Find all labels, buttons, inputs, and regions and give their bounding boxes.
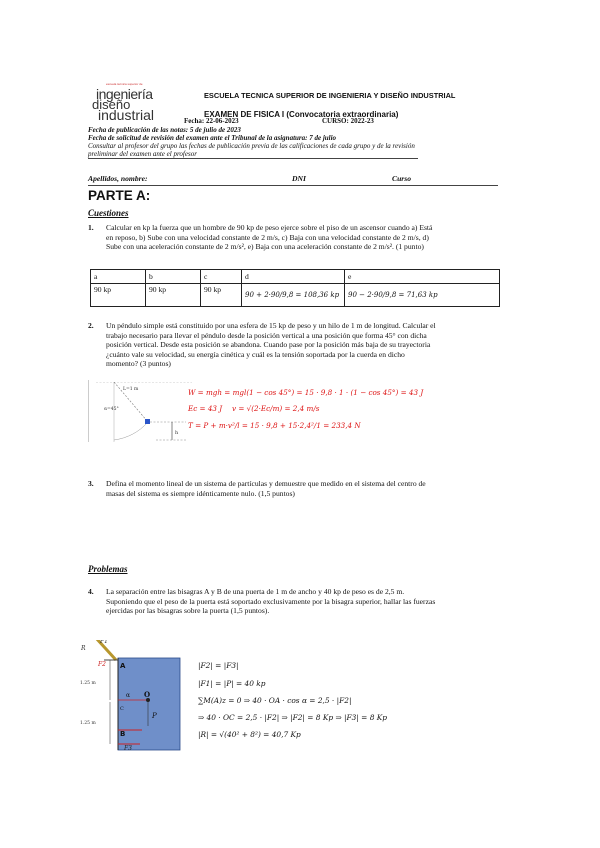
table-cell: 90 − 2·90/9,8 = 71,63 kp bbox=[345, 284, 500, 307]
info-line-3: Consultar al profesor del grupo las fechas de publicación previa de las calificaciones de cada grupo y de la revisión bbox=[88, 142, 415, 150]
q2-solution-t: T = P + m·v²/l = 15 · 9,8 + 15·2,4²/1 = 233,4 N bbox=[188, 421, 361, 430]
diagram-h-label: h bbox=[175, 430, 179, 436]
curso-label: Curso bbox=[392, 174, 411, 183]
label-f3: F3 bbox=[124, 745, 132, 752]
logo-line-2: diseño bbox=[92, 97, 131, 112]
q2-solution-v: v = √(2·Ec/m) = 2,4 m/s bbox=[232, 404, 320, 413]
diagram-angle-label: α=45° bbox=[104, 407, 119, 412]
info-line-4: preliminar del examen ante el profesor bbox=[88, 150, 197, 158]
q3-number: 3. bbox=[88, 479, 94, 488]
label-alpha: α bbox=[126, 692, 131, 699]
school-name: ESCUELA TECNICA SUPERIOR DE INGENIERIA Y DISEÑO INDUSTRIAL bbox=[204, 91, 456, 100]
info-line-1: Fecha de publicación de las notas: 5 de julio de 2023 bbox=[88, 126, 241, 134]
table-cell: 90 kp bbox=[91, 284, 146, 307]
table-header-cell: e bbox=[345, 270, 500, 284]
label-c: C bbox=[120, 706, 124, 712]
q2-solution-box bbox=[88, 380, 439, 442]
q4-text: La separación entre las bisagras A y B de una puerta de 1 m de ancho y 40 kp de peso es de 2,5 m. Suponiendo que el peso de la puerta está soportado exclusivamente por la bisagra superior, hallar las fuerzas ejercidas por las bisagras sobre la puerta (1,5 puntos). bbox=[106, 587, 436, 616]
table-header-cell: d bbox=[242, 270, 345, 284]
q4-solution-3: ∑M(A)z = 0 ⇒ 40 · OA · cos α = 2,5 · |F2| bbox=[198, 696, 352, 705]
q4-solution-4: ⇒ 40 · OC = 2,5 · |F2| ⇒ |F2| = 8 Kp ⇒ |F3| = 8 Kp bbox=[198, 713, 388, 722]
student-line-divider bbox=[88, 185, 498, 186]
dimension-label-2: 1.25 m bbox=[80, 721, 96, 726]
q1-number: 1. bbox=[88, 223, 94, 232]
part-heading: PARTE A: bbox=[88, 188, 151, 203]
logo-tiny-text: escuela técnica superior de bbox=[106, 82, 143, 86]
q3-text: Defina el momento lineal de un sistema de partículas y demuestre que medido en el sistema del centro de masas del sistema es siempre idénticamente nulo. (1,5 puntos) bbox=[106, 479, 426, 498]
table-header-cell: a bbox=[91, 270, 146, 284]
q2-solution-work: W = mgh = mgl(1 − cos 45°) = 15 · 9,8 · 1 · (1 − cos 45°) = 43 J bbox=[188, 388, 424, 397]
q4-solution-1: |F2| = |F3| bbox=[198, 661, 239, 670]
table-row bbox=[91, 284, 500, 307]
q4-solution-5: |R| = √(40² + 8²) = 40,7 Kp bbox=[198, 730, 301, 739]
logo-line-1: ingeniería bbox=[96, 86, 153, 102]
q4-solution-2: |F1| = |P| = 40 kp bbox=[198, 679, 266, 688]
dimension-label-1: 1.25 m bbox=[80, 681, 96, 686]
q1-text: Calcular en kp la fuerza que un hombre de 90 kp de peso ejerce sobre el piso de un ascensor cuando a) Está en reposo, b) Sube con una velocidad constante de 2 m/s, c) Baja con una velocidad constante de 2 m/s, d) Sube con una aceleración constante de 2 m/s², e) Baja con una aceleración constante de 2 m/s². (1 punto) bbox=[106, 223, 433, 252]
cuestiones-heading: Cuestiones bbox=[88, 208, 129, 218]
table-header-cell: c bbox=[201, 270, 242, 284]
label-f1: F1 bbox=[100, 640, 108, 645]
table-cell: 90 kp bbox=[146, 284, 201, 307]
q2-solution-ec: Ec = 43 J bbox=[188, 404, 223, 413]
label-p: P bbox=[152, 712, 157, 720]
problemas-heading: Problemas bbox=[88, 564, 128, 574]
label-a: A bbox=[120, 662, 126, 670]
dni-label: DNI bbox=[292, 174, 306, 183]
school-logo bbox=[86, 82, 172, 124]
label-o: O bbox=[144, 690, 151, 699]
exam-date: Fecha: 22-06-2023 bbox=[184, 117, 239, 125]
label-r: R bbox=[81, 645, 86, 652]
q2-text: Un péndulo simple está constituido por una esfera de 15 kp de peso y un hilo de 1 m de longitud. Calcular el trabajo necesario para llevar el péndulo desde la posición vertical a una posición que forma 45° con dicha posición vertical. Desde esta posición se abandona. Cuando pase por la posición más baja de su trayectoria ¿cuánto vale su velocidad, su energía cinética y cuál es la tensión soportada por la cuerda en dicho momento? (3 puntos) bbox=[106, 321, 436, 369]
diagram-length-label: L=1 m bbox=[123, 387, 139, 392]
table-cell: 90 kp bbox=[201, 284, 242, 307]
logo-line-3: industrial bbox=[98, 107, 155, 123]
apellidos-label: Apellidos, nombre: bbox=[88, 174, 148, 183]
label-f2: F2 bbox=[98, 661, 106, 668]
info-line-2: Fecha de solicitud de revisión del examen ante el Tribunal de la asignatura: 7 de julio bbox=[88, 134, 337, 142]
q4-number: 4. bbox=[88, 587, 94, 596]
exam-course: CURSO: 2022-23 bbox=[322, 117, 374, 125]
q2-number: 2. bbox=[88, 321, 94, 330]
table-header-row bbox=[91, 270, 500, 284]
table-header-cell: b bbox=[146, 270, 201, 284]
table-cell: 90 + 2·90/9,8 = 108,36 kp bbox=[242, 284, 345, 307]
q1-answer-table bbox=[90, 269, 500, 307]
door-diagram bbox=[80, 640, 190, 752]
header-divider bbox=[88, 158, 418, 159]
label-b: B bbox=[120, 730, 126, 738]
exam-title: EXAMEN DE FISICA I (Convocatoria extraordinaria) bbox=[204, 110, 399, 119]
